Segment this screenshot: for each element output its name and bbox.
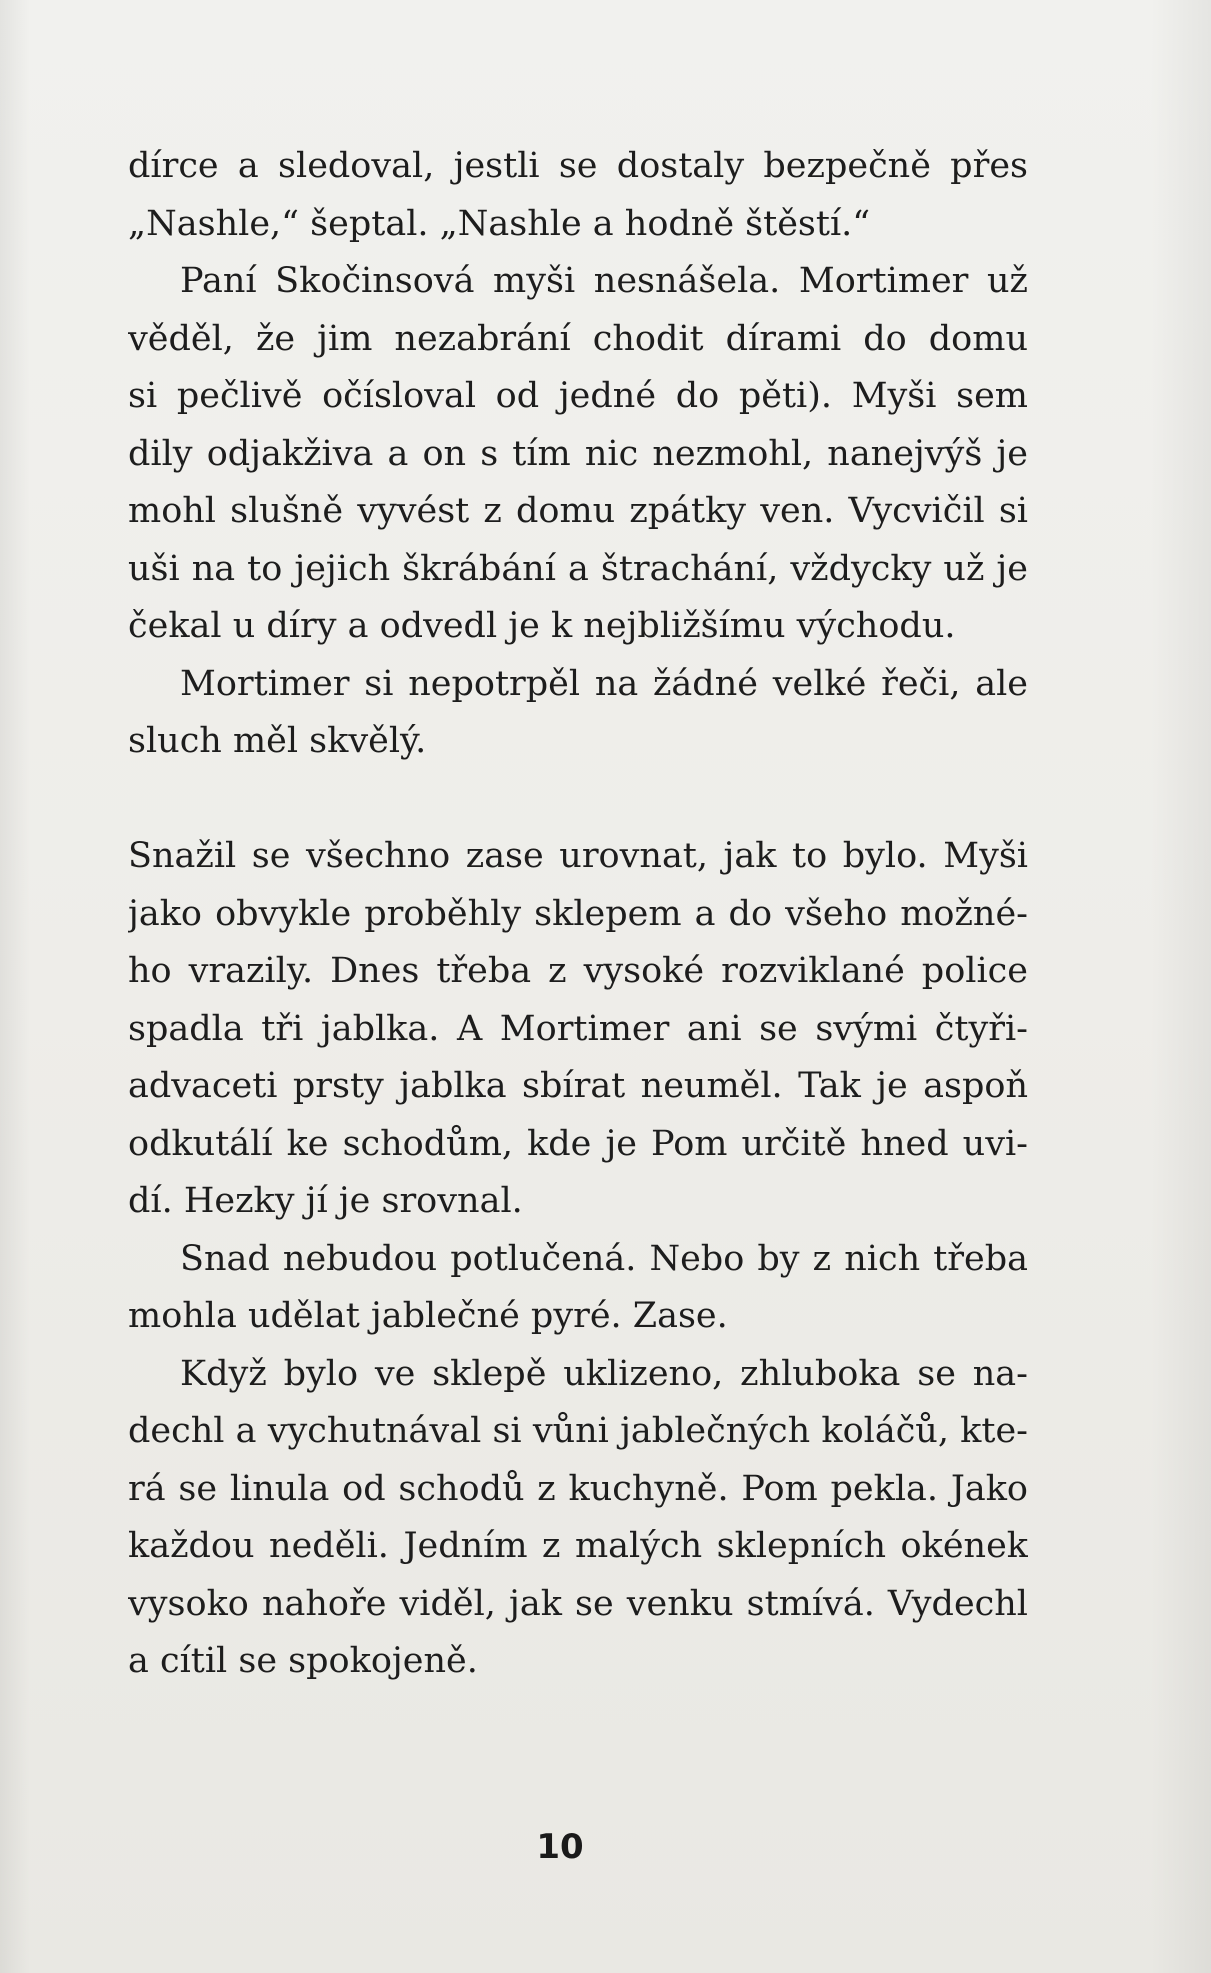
text-line: dechl a vychutnával si vůni jablečných koláčů, kte- bbox=[128, 1411, 1028, 1451]
text-line: dí. Hezky jí je srovnal. bbox=[128, 1181, 523, 1221]
text-line: dily odjakživa a on s tím nic nezmohl, nanejvýš je bbox=[128, 433, 1028, 474]
text-line: Snažil se všechno zase urovnat, jak to bylo. Myši bbox=[128, 836, 1028, 876]
section-break bbox=[128, 771, 1028, 829]
text-line: dírce a sledoval, jestli se dostaly bezpečně přes bbox=[128, 146, 1028, 186]
text-line: „Nashle,“ šeptal. „Nashle a hodně štěstí.“ bbox=[128, 203, 871, 244]
text-line: Snad nebudou potlučená. Nebo by z nich třeba bbox=[180, 1238, 1028, 1279]
text-line: odkutálí ke schodům, kde je Pom určitě hned uvi- bbox=[128, 1123, 1028, 1164]
text-line: uši na to jejich škrábání a štrachání, vždycky už je bbox=[128, 548, 1028, 589]
text-line: sluch měl skvělý. bbox=[128, 721, 427, 761]
text-line: ho vrazily. Dnes třeba z vysoké rozviklané police bbox=[128, 951, 1028, 991]
text-line: si pečlivě očísloval od jedné do pěti). Myši sem bbox=[128, 376, 1028, 416]
page-number: 10 bbox=[536, 1827, 584, 1867]
text-line: mohl slušně vyvést z domu zpátky ven. Vycvičil si bbox=[128, 491, 1028, 531]
text-line: spadla tři jablka. A Mortimer ani se svými čtyři- bbox=[128, 1008, 1028, 1049]
text-line: věděl, že jim nezabrání chodit dírami do domu bbox=[128, 318, 1028, 359]
text-line: a cítil se spokojeně. bbox=[128, 1641, 478, 1681]
text-line: vysoko nahoře viděl, jak se venku stmívá. Vydechl bbox=[128, 1583, 1028, 1624]
text-line: mohla udělat jablečné pyré. Zase. bbox=[128, 1296, 728, 1336]
body-text bbox=[128, 138, 1028, 1691]
text-line: advaceti prsty jablka sbírat neuměl. Tak je aspoň bbox=[128, 1066, 1028, 1106]
text-line: čekal u díry a odvedl je k nejbližšímu východu. bbox=[128, 606, 956, 646]
text-line: jako obvykle proběhly sklepem a do všeho možné- bbox=[128, 893, 1028, 934]
text-line: Paní Skočinsová myši nesnášela. Mortimer už bbox=[180, 261, 1028, 301]
text-line: každou neděli. Jedním z malých sklepních okének bbox=[128, 1526, 1028, 1566]
text-line: Mortimer si nepotrpěl na žádné velké řeči, ale bbox=[180, 663, 1028, 704]
text-line: Když bylo ve sklepě uklizeno, zhluboka se na- bbox=[180, 1353, 1028, 1394]
text-line: rá se linula od schodů z kuchyně. Pom pekla. Jako bbox=[128, 1468, 1028, 1509]
